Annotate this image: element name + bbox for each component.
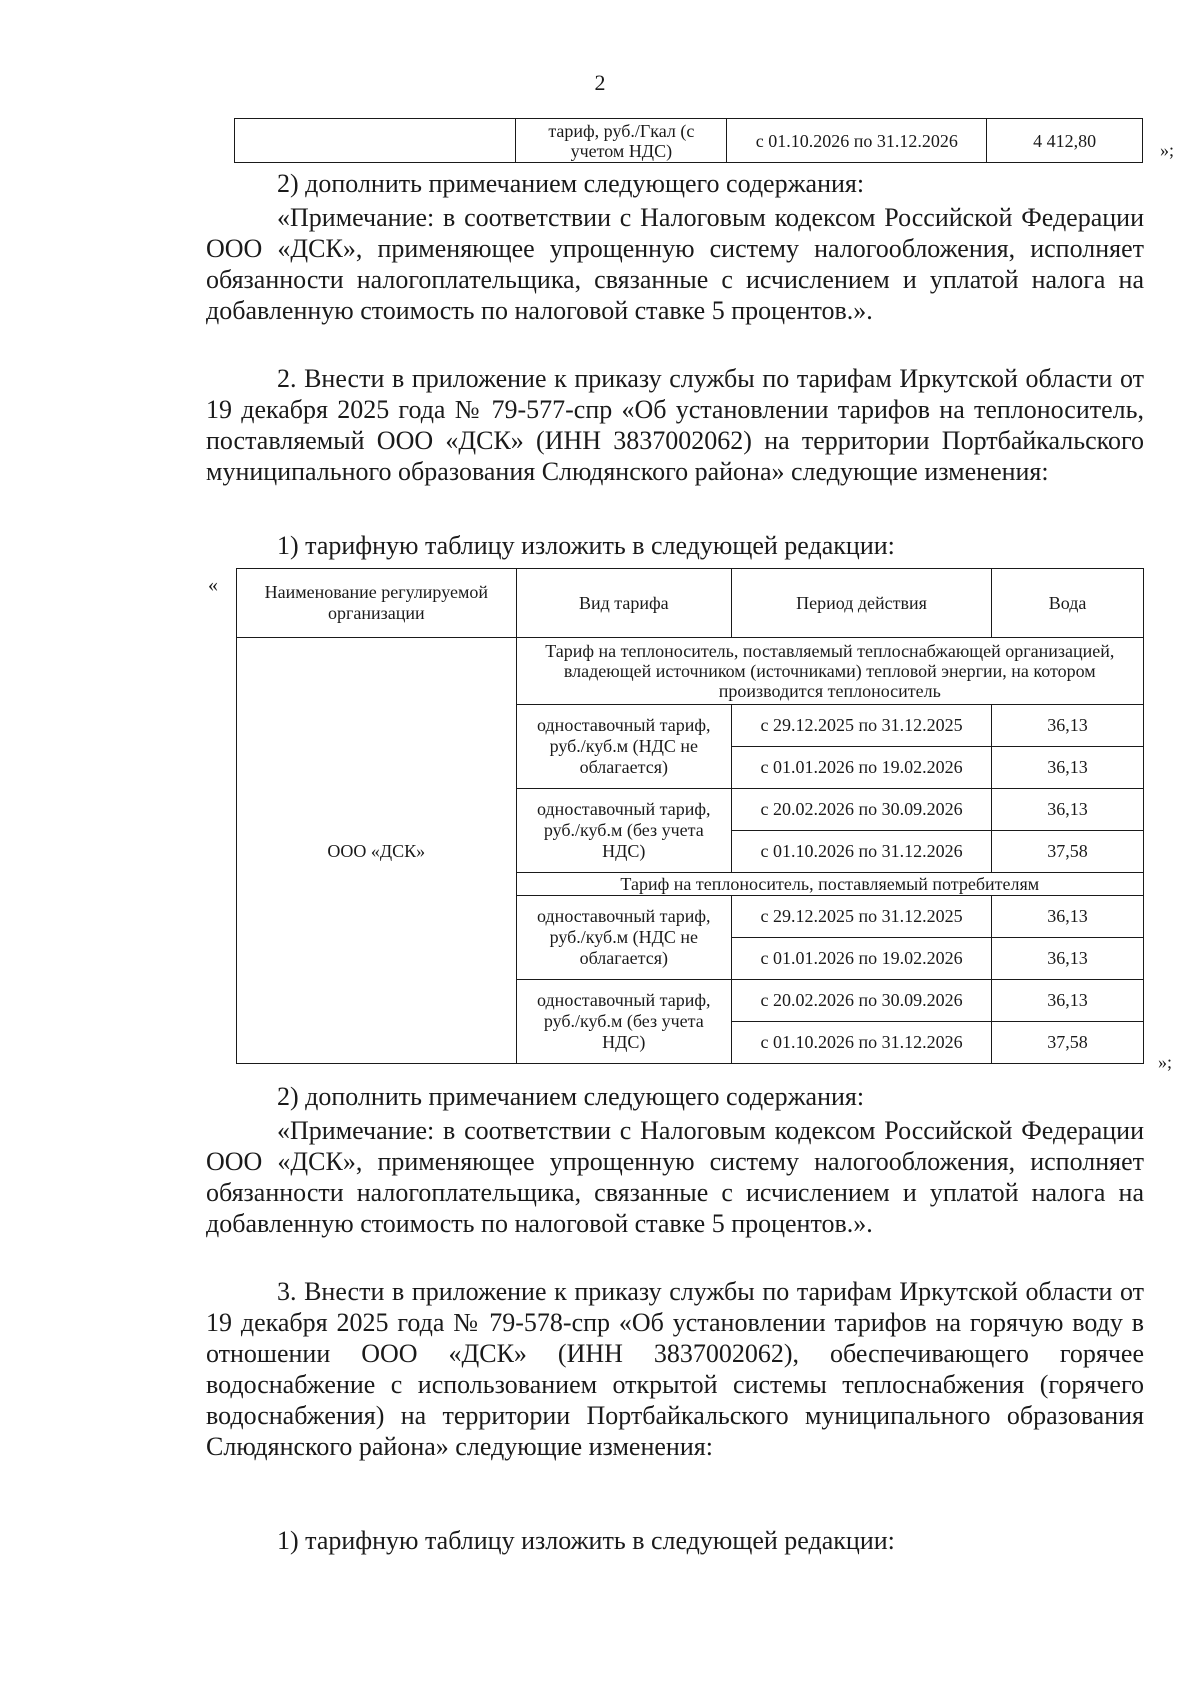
period-cell: с 29.12.2025 по 31.12.2025 [732,705,992,747]
top-table-org-cell [235,119,516,163]
top-table-close-quote: »; [1160,140,1175,160]
top-table-value: 4 412,80 [987,119,1143,163]
section2-note-intro: 2) дополнить примечанием следующего содержания: [277,1082,865,1111]
section2-note-text: «Примечание: в соответствии с Налоговым кодексом Российской Федерации ООО «ДСК», применяющее упрощенную систему налогообложения, исполняет обязанности налогоплательщика, связанные с исчислением и уплатой налога на добавленную стоимость по налоговой ставке 5 процентов.». [206,1116,1144,1238]
period-cell: с 20.02.2026 по 30.09.2026 [732,980,992,1022]
header-tariff-kind: Вид тарифа [516,569,731,638]
tariff-kind-cell: одноставочный тариф, руб./куб.м (без учета НДС) [516,789,731,873]
section2-intro: 2. Внести в приложение к приказу службы по тарифам Иркутской области от 19 декабря 2025 года № 79-577-спр «Об установлении тарифов на теплоноситель, поставляемый ООО «ДСК» (ИНН 3837002062) на территории Портбайкальского муниципального образования Слюдянского района» следующие изменения: [206,364,1144,486]
section3-intro: 3. Внести в приложение к приказу службы по тарифам Иркутской области от 19 декабря 2025 года № 79-578-спр «Об установлении тарифов на горячую воду в отношении ООО «ДСК» (ИНН 3837002062), обеспечивающего горячее водоснабжение с использованием открытой системы теплоснабжения (горячего водоснабжения) на территории Портбайкальского муниципального образования Слюдянского района» следующие изменения: [206,1277,1144,1461]
period-cell: с 01.01.2026 по 19.02.2026 [732,747,992,789]
value-cell: 37,58 [992,1022,1144,1064]
header-period: Период действия [732,569,992,638]
value-cell: 36,13 [992,896,1144,938]
value-cell: 36,13 [992,705,1144,747]
organization-cell: ООО «ДСК» [237,638,517,1064]
tariff-kind-cell: одноставочный тариф, руб./куб.м (НДС не облагается) [516,705,731,789]
section1-note-intro: 2) дополнить примечанием следующего содержания: [277,169,865,198]
group-title: Тариф на теплоноситель, поставляемый потребителям [516,873,1143,896]
section2-item1: 1) тарифную таблицу изложить в следующей редакции: [277,531,895,560]
period-cell: с 01.10.2026 по 31.12.2026 [732,1022,992,1064]
section3-item1: 1) тарифную таблицу изложить в следующей редакции: [277,1526,895,1555]
period-cell: с 01.01.2026 по 19.02.2026 [732,938,992,980]
header-water: Вода [992,569,1144,638]
section1-note-text: «Примечание: в соответствии с Налоговым кодексом Российской Федерации ООО «ДСК», применяющее упрощенную систему налогообложения, исполняет обязанности налогоплательщика, связанные с исчислением и уплатой налога на добавленную стоимость по налоговой ставке 5 процентов.». [206,203,1144,325]
value-cell: 36,13 [992,747,1144,789]
tariff-table [236,568,1144,1064]
top-table-period: с 01.10.2026 по 31.12.2026 [727,119,987,163]
value-cell: 36,13 [992,938,1144,980]
top-table-tariff-kind: тариф, руб./Гкал (с учетом НДС) [516,119,727,163]
top-tariff-table [234,118,1143,163]
period-cell: с 01.10.2026 по 31.12.2026 [732,831,992,873]
period-cell: с 29.12.2025 по 31.12.2025 [732,896,992,938]
section2-close-quote: »; [1158,1052,1173,1072]
value-cell: 36,13 [992,980,1144,1022]
group-title: Тариф на теплоноситель, поставляемый теплоснабжающей организацией, владеющей источником (источниками) тепловой энергии, на котором производится теплоноситель [516,638,1143,705]
header-organization: Наименование регулируемой организации [237,569,517,638]
tariff-kind-cell: одноставочный тариф, руб./куб.м (без учета НДС) [516,980,731,1064]
page-number: 2 [594,70,606,95]
period-cell: с 20.02.2026 по 30.09.2026 [732,789,992,831]
value-cell: 37,58 [992,831,1144,873]
tariff-kind-cell: одноставочный тариф, руб./куб.м (НДС не облагается) [516,896,731,980]
value-cell: 36,13 [992,789,1144,831]
section2-open-quote: « [208,574,218,596]
